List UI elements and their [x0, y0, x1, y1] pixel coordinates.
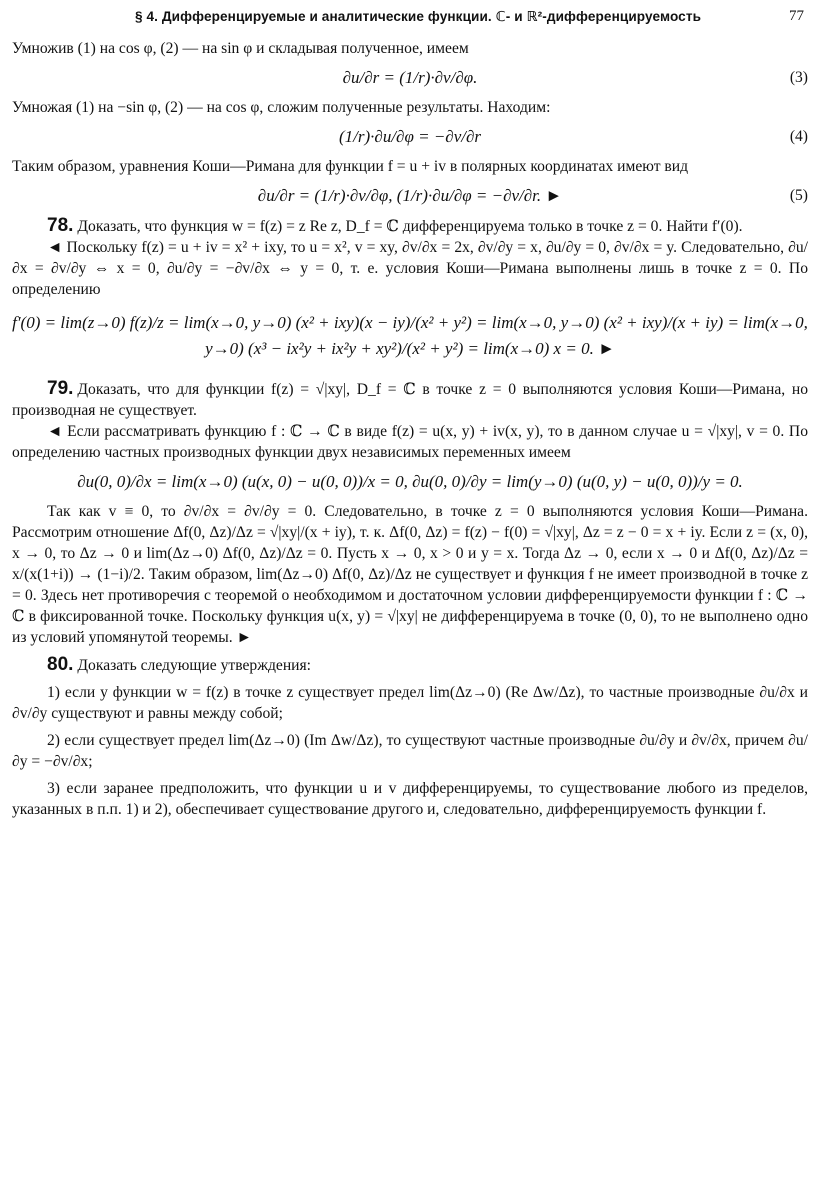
problem-78-number: 78. [47, 215, 74, 236]
problem-80-number: 80. [47, 654, 74, 675]
intro-line-2: Умножая (1) на −sin φ, (2) — на cos φ, сложим полученные результаты. Находим: [12, 99, 551, 116]
equation-4-number: (4) [789, 128, 808, 145]
page-number: 77 [789, 8, 804, 24]
problem-80-item-3: 3) если заранее предположить, что функции u и v дифференцируемы, то существование любого из пределов, указанных в п.п. 1) и 2), обеспечивает существование другого и, следовательно, дифференцируемость функции f. [12, 780, 808, 818]
problem-78-formula: f′(0) = lim(z→0) f(z)/z = lim(x→0, y→0) (x² + ixy)(x − iy)/(x² + y²) = lim(x→0, y→0) (x² + ixy)/(x + iy) = lim(x→0, y→0) (x³ − ix²y + ix²y + xy²)/(x² + y²) = lim(x→0) x = 0. ► [12, 313, 808, 358]
equation-4-formula: (1/r)·∂u/∂φ = −∂v/∂r [339, 127, 481, 146]
header-title: § 4. Дифференцируемые и аналитические функции. ℂ- и ℝ²-дифференцируемость [134, 9, 702, 24]
problem-78-text: Доказать, что функция w = f(z) = z Re z, D_f = ℂ дифференцируема только в точке z = 0. Найти f′(0). [77, 218, 743, 235]
equation-3-formula: ∂u/∂r = (1/r)·∂v/∂φ. [342, 68, 478, 87]
equation-5-number: (5) [789, 187, 808, 204]
problem-80-item-1: 1) если у функции w = f(z) в точке z существует предел lim(Δz→0) (Re Δw/Δz), то частные производные ∂u/∂x и ∂v/∂y существуют и равны между собой; [12, 684, 808, 722]
problem-79-formula: ∂u(0, 0)/∂x = lim(x→0) (u(x, 0) − u(0, 0))/x = 0, ∂u(0, 0)/∂y = lim(y→0) (u(0, y) − u(0, 0))/y = 0. [77, 472, 743, 491]
intro-line-1: Умножив (1) на cos φ, (2) — на sin φ и складывая полученное, имеем [12, 40, 469, 57]
equation-3 [12, 65, 808, 91]
problem-79-number: 79. [47, 378, 74, 399]
problem-80-text: Доказать следующие утверждения: [77, 657, 312, 674]
running-header [30, 4, 806, 30]
page-content [12, 38, 808, 820]
equation-5 [12, 183, 808, 209]
equation-3-number: (3) [789, 69, 808, 86]
problem-79-statement [12, 378, 808, 421]
intro-line-3: Таким образом, уравнения Коши—Римана для функции f = u + iv в полярных координатах имеют вид [12, 158, 689, 175]
equation-5-formula: ∂u/∂r = (1/r)·∂v/∂φ, (1/r)·∂u/∂φ = −∂v/∂r. ► [257, 186, 563, 205]
problem-79-text: Доказать, что для функции f(z) = √|xy|, D_f = ℂ в точке z = 0 выполняются условия Коши—Римана, но производная не существует. [12, 381, 808, 419]
problem-78-solution: ◄ Поскольку f(z) = u + iv = x² + ixy, то u = x², v = xy, ∂v/∂x = 2x, ∂v/∂y = x, ∂u/∂y = 0, ∂v/∂x = y. Следовательно, ∂u/∂x = ∂v/∂y ⇔ x = 0, ∂u/∂y = −∂v/∂x ⇔ y = 0, т. е. условия Коши—Римана выполнены лишь в точке z = 0. По определению [12, 239, 808, 298]
equation-4 [12, 124, 808, 150]
problem-80-statement [12, 654, 808, 676]
problem-79-solution-2: Так как v ≡ 0, то ∂v/∂x = ∂v/∂y = 0. Следовательно, в точке z = 0 выполняются условия Коши—Римана. Рассмотрим отношение Δf(0, Δz)/Δz = √|xy|/(x + iy), т. к. Δf(0, Δz) = f(z) − f(0) = √|xy|, Δz = z − 0 = x + iy. Если z = (x, 0), x → 0, то Δz → 0 и lim(Δz→0) Δf(0, Δz)/Δz = 0. Пусть x → 0, x > 0 и y = x. Тогда Δz → 0, если x → 0 и Δf(0, Δz)/Δz = x/(x(1+i)) → (1−i)/2. Таким образом, lim(Δz→0) Δf(0, Δz)/Δz не существует и функция f не имеет производной в точке z = 0. Здесь нет противоречия с теоремой о необходимом и достаточном условии дифференцируемости функции f : ℂ → ℂ в фиксированной точке. Поскольку функция u(x, y) = √|xy| не дифференцируема в точке (0, 0), то не выполнено одно из условий упомянутой теоремы. ► [12, 503, 808, 646]
problem-79-solution-1: ◄ Если рассматривать функцию f : ℂ → ℂ в виде f(z) = u(x, y) + iv(x, y), то в данном случае u = √|xy|, v = 0. По определению частных производных функции двух независимых переменных имеем [12, 423, 808, 461]
problem-78-statement [12, 215, 808, 237]
problem-80-item-2: 2) если существует предел lim(Δz→0) (Im Δw/Δz), то существуют частные производные ∂u/∂y и ∂v/∂x, причем ∂u/∂y = −∂v/∂x; [12, 732, 808, 770]
